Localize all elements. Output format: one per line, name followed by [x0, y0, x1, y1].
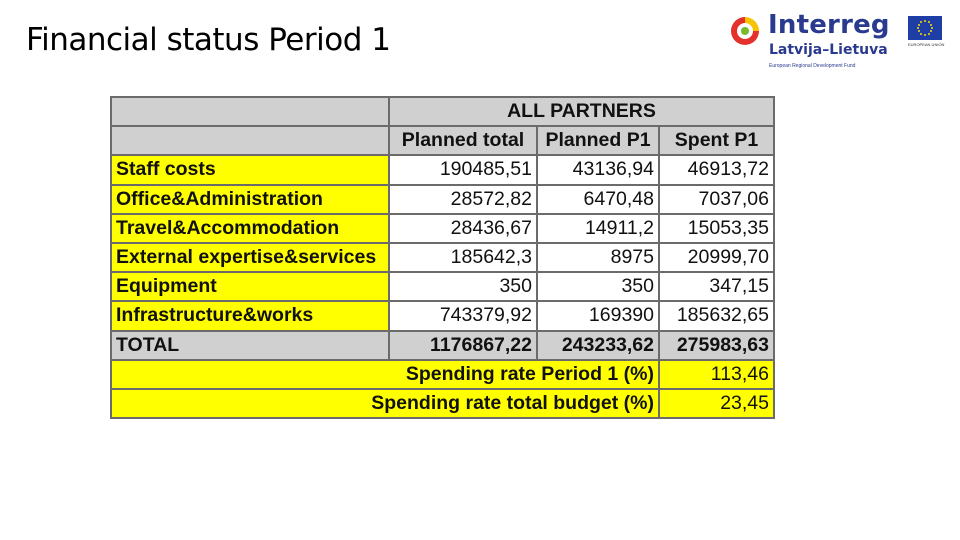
column-header-planned-total: Planned total — [389, 126, 537, 155]
interreg-mark-icon — [728, 14, 762, 48]
rate-period-value: 113,46 — [659, 360, 774, 389]
cell-spent-p1: 7037,06 — [659, 185, 774, 214]
header-corner-cell — [111, 126, 389, 155]
rate-row — [111, 389, 774, 418]
total-label: TOTAL — [111, 331, 389, 360]
column-header-spent-p1: Spent P1 — [659, 126, 774, 155]
cell-planned-total: 28436,67 — [389, 214, 537, 243]
total-planned-total: 1176867,22 — [389, 331, 537, 360]
total-planned-p1: 243233,62 — [537, 331, 659, 360]
table-row — [111, 155, 774, 184]
table-row — [111, 214, 774, 243]
total-row — [111, 331, 774, 360]
cell-planned-p1: 14911,2 — [537, 214, 659, 243]
row-label: Office&Administration — [111, 185, 389, 214]
table-row — [111, 272, 774, 301]
row-label: Equipment — [111, 272, 389, 301]
cell-planned-p1: 350 — [537, 272, 659, 301]
table-row — [111, 301, 774, 330]
eu-flag-icon — [908, 16, 942, 40]
rate-row — [111, 360, 774, 389]
cell-planned-total: 185642,3 — [389, 243, 537, 272]
cell-spent-p1: 185632,65 — [659, 301, 774, 330]
interreg-logo — [728, 12, 950, 74]
cell-planned-p1: 8975 — [537, 243, 659, 272]
cell-spent-p1: 15053,35 — [659, 214, 774, 243]
column-header-row — [111, 126, 774, 155]
cell-planned-total: 28572,82 — [389, 185, 537, 214]
group-header: ALL PARTNERS — [389, 97, 774, 126]
logo-wordmark: Interreg — [768, 10, 890, 40]
total-spent-p1: 275983,63 — [659, 331, 774, 360]
cell-planned-p1: 169390 — [537, 301, 659, 330]
cell-spent-p1: 347,15 — [659, 272, 774, 301]
eu-caption: EUROPEAN UNION — [908, 42, 945, 47]
rate-total-label: Spending rate total budget (%) — [111, 389, 659, 418]
cell-spent-p1: 20999,70 — [659, 243, 774, 272]
column-header-planned-p1: Planned P1 — [537, 126, 659, 155]
row-label: Infrastructure&works — [111, 301, 389, 330]
cell-planned-total: 350 — [389, 272, 537, 301]
page-title: Financial status Period 1 — [26, 22, 391, 58]
financial-table — [110, 96, 775, 419]
rate-period-label: Spending rate Period 1 (%) — [111, 360, 659, 389]
cell-planned-total: 743379,92 — [389, 301, 537, 330]
cell-planned-p1: 43136,94 — [537, 155, 659, 184]
logo-fund-caption: European Regional Development Fund — [769, 63, 856, 69]
row-label: External expertise&services — [111, 243, 389, 272]
table-row — [111, 243, 774, 272]
cell-planned-total: 190485,51 — [389, 155, 537, 184]
logo-region: Latvija–Lietuva — [769, 42, 888, 58]
row-label: Travel&Accommodation — [111, 214, 389, 243]
cell-planned-p1: 6470,48 — [537, 185, 659, 214]
rate-total-value: 23,45 — [659, 389, 774, 418]
cell-spent-p1: 46913,72 — [659, 155, 774, 184]
table-row — [111, 185, 774, 214]
table-header-row — [111, 97, 774, 126]
row-label: Staff costs — [111, 155, 389, 184]
header-corner-cell — [111, 97, 389, 126]
